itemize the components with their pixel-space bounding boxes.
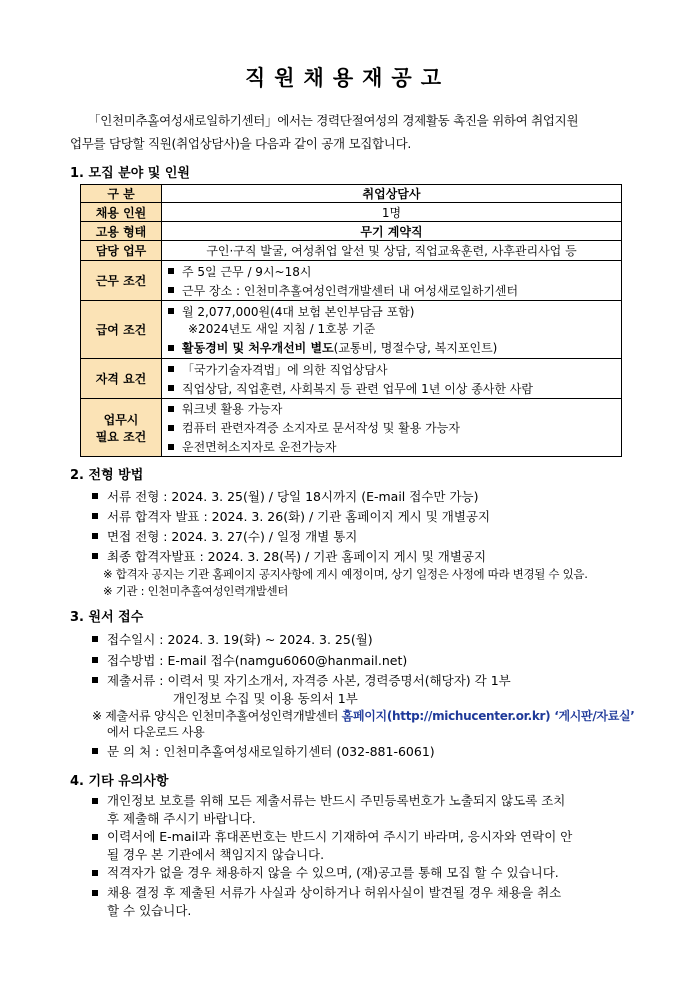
list-item: 문 의 처 : 인천미추홀여성새로일하기센터 (032-881-6061) — [92, 742, 435, 760]
section-heading-selection: 2. 전형 방법 — [70, 468, 144, 483]
list-item: 「국가기술자격법」에 의한 직업상담사 — [168, 360, 615, 379]
list-item: 근무 장소 : 인천미추홀여성인력개발센터 내 여성새로일하기센터 — [168, 281, 615, 300]
form-download-note: ※ 제출서류 양식은 인천미추홀여성인력개발센터 홈페이지(http://michucenter.or.kr) ‘게시판/자료실’ — [92, 709, 635, 723]
work-condition-label: 근무 조건 — [81, 261, 162, 301]
required-skills-value — [162, 399, 622, 457]
employment-type-value: 무기 계약직 — [162, 222, 622, 241]
organization-note: ※ 기관 : 인천미추홀여성인력개발센터 — [103, 584, 289, 598]
square-bullet-icon — [92, 870, 98, 876]
table-row — [81, 241, 622, 261]
section-heading-recruitment: 1. 모집 분야 및 인원 — [70, 166, 190, 181]
table-row — [81, 301, 622, 359]
work-condition-value — [162, 261, 622, 301]
homepage-link[interactable]: 홈페이지(http://michucenter.or.kr) — [341, 709, 551, 723]
list-item: 주 5일 근무 / 9시~18시 — [168, 262, 615, 281]
table-header-value: 취업상담사 — [162, 185, 622, 203]
square-bullet-icon — [92, 657, 98, 663]
qualification-label: 자격 요건 — [81, 359, 162, 399]
square-bullet-icon — [168, 366, 174, 372]
list-item: 워크넷 활용 가능자 — [168, 399, 615, 418]
section-heading-application: 3. 원서 접수 — [70, 610, 144, 625]
duty-value: 구인·구직 발굴, 여성취업 알선 및 상담, 직업교육훈련, 사후관리사업 등 — [162, 241, 622, 261]
square-bullet-icon — [92, 748, 98, 754]
square-bullet-icon — [168, 308, 174, 314]
list-item: 제출서류 : 이력서 및 자기소개서, 자격증 사본, 경력증명서(해당자) 각 1부 — [92, 671, 511, 689]
square-bullet-icon — [92, 533, 98, 539]
section-heading-notes: 4. 기타 유의사항 — [70, 774, 169, 789]
list-item: 운전면허소지자로 운전가능자 — [168, 437, 615, 456]
intro-line-1: 「인천미추홀여성새로일하기센터」에서는 경력단절여성의 경제활동 촉진을 위하여 취업지원 — [88, 113, 579, 128]
square-bullet-icon — [92, 636, 98, 642]
intro-line-2: 업무를 담당할 직원(취업상담사)을 다음과 같이 공개 모집합니다. — [70, 136, 412, 151]
square-bullet-icon — [92, 553, 98, 559]
square-bullet-icon — [168, 444, 174, 450]
table-row — [81, 222, 622, 241]
page-title: 직원채용재공고 — [244, 66, 450, 90]
list-item: 이력서에 E-mail과 휴대폰번호는 반드시 기재하여 주시기 바라며, 응시자와 연락이 안 될 경우 본 기관에서 책임지지 않습니다. — [92, 828, 627, 864]
table-row — [81, 185, 622, 203]
salary-note: ※2024년도 새일 지침 / 1호봉 기준 — [188, 322, 376, 336]
square-bullet-icon — [168, 345, 174, 351]
square-bullet-icon — [92, 677, 98, 683]
list-item: 면접 전형 : 2024. 3. 27(수) / 일정 개별 통지 — [92, 527, 357, 545]
list-item: 접수방법 : E-mail 접수(namgu6060@hanmail.net) — [92, 651, 407, 669]
count-value: 1명 — [162, 203, 622, 222]
selection-note: ※ 합격자 공지는 기관 홈페이지 공지사항에 게시 예정이며, 상기 일정은 사정에 따라 변경될 수 있음. — [103, 567, 588, 581]
table-row — [81, 399, 622, 457]
square-bullet-icon — [168, 268, 174, 274]
square-bullet-icon — [168, 287, 174, 293]
square-bullet-icon — [92, 798, 98, 804]
list-item: 채용 결정 후 제출된 서류가 사실과 상이하거나 허위사실이 발견될 경우 채용을 취소 할 수 있습니다. — [92, 884, 627, 920]
form-download-note-2: 에서 다운로드 사용 — [107, 725, 205, 739]
list-item: 접수일시 : 2024. 3. 19(화) ~ 2024. 3. 25(월) — [92, 630, 373, 648]
square-bullet-icon — [92, 493, 98, 499]
list-item: 서류 합격자 발표 : 2024. 3. 26(화) / 기관 홈페이지 게시 및 개별공지 — [92, 507, 490, 525]
square-bullet-icon — [168, 385, 174, 391]
table-row — [81, 203, 622, 222]
list-item: 서류 전형 : 2024. 3. 25(월) / 당일 18시까지 (E-mail 접수만 가능) — [92, 487, 478, 505]
list-item: 컴퓨터 관련자격증 소지자로 문서작성 및 활용 가능자 — [168, 418, 615, 437]
table-row — [81, 359, 622, 399]
list-item: 개인정보 보호를 위해 모든 제출서류는 반드시 주민등록번호가 노출되지 않도록 조치 후 제출해 주시기 바랍니다. — [92, 792, 627, 828]
count-label: 채용 인원 — [81, 203, 162, 222]
employment-type-label: 고용 형태 — [81, 222, 162, 241]
square-bullet-icon — [168, 425, 174, 431]
square-bullet-icon — [92, 513, 98, 519]
required-skills-label: 업무시 필요 조건 — [81, 399, 162, 457]
square-bullet-icon — [168, 406, 174, 412]
list-item: 직업상담, 직업훈련, 사회복지 등 관련 업무에 1년 이상 종사한 사람 — [168, 379, 615, 398]
duty-label: 담당 업무 — [81, 241, 162, 261]
list-item: 월 2,077,000원(4대 보험 본인부담금 포함) — [168, 302, 615, 320]
table-row — [81, 261, 622, 301]
documents-continued: 개인정보 수집 및 이용 동의서 1부 — [173, 691, 358, 706]
table-header-label: 구 분 — [81, 185, 162, 203]
square-bullet-icon — [92, 890, 98, 896]
list-item: 최종 합격자발표 : 2024. 3. 28(목) / 기관 홈페이지 게시 및 개별공지 — [92, 547, 486, 565]
square-bullet-icon — [92, 834, 98, 840]
salary-condition-label: 급여 조건 — [81, 301, 162, 359]
salary-condition-value — [162, 301, 622, 359]
recruitment-table — [80, 184, 622, 457]
list-item: 활동경비 및 처우개선비 별도 (교통비, 명절수당, 복지포인트) — [168, 338, 615, 357]
qualification-value — [162, 359, 622, 399]
list-item: 적격자가 없을 경우 채용하지 않을 수 있으며, (재)공고를 통해 모집 할 수 있습니다. — [92, 864, 627, 882]
